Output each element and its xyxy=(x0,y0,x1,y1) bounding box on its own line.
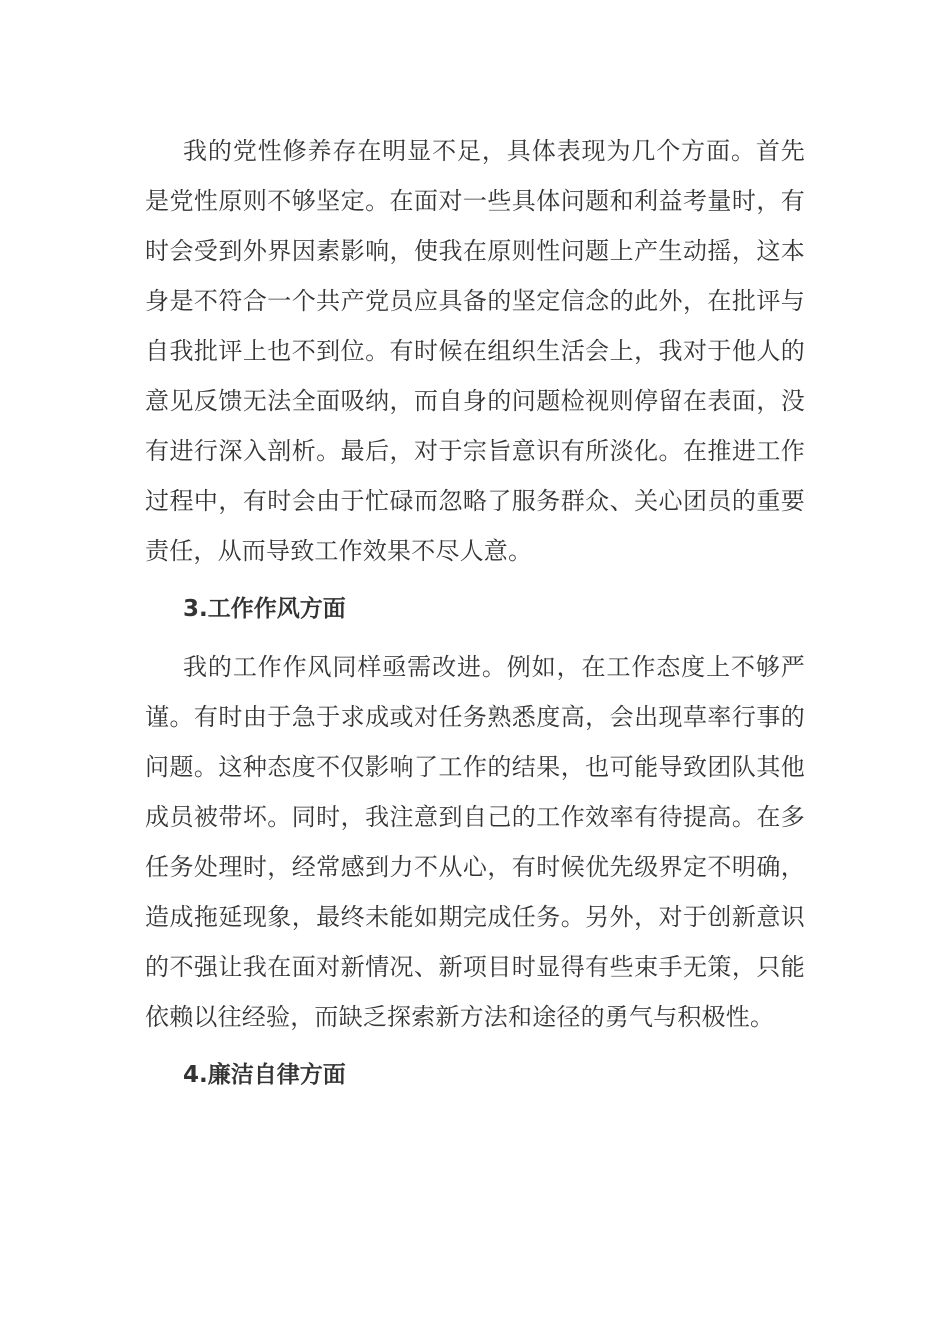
paragraph-work-style: 我的工作作风同样亟需改进。例如，在工作态度上不够严谨。有时由于急于求成或对任务熟悉度高，会出现草率行事的问题。这种态度不仅影响了工作的结果，也可能导致团队其他成员被带坏。同时，我注意到自己的工作效率有待提高。在多任务处理时，经常感到力不从心，有时候优先级界定不明确，造成拖延现象，最终未能如期完成任务。另外，对于创新意识的不强让我在面对新情况、新项目时显得有些束手无策，只能依赖以往经验，而缺乏探索新方法和途径的勇气与积极性。 xyxy=(145,653,805,1031)
section-heading-integrity: 4.廉洁自律方面 xyxy=(183,1062,346,1088)
document-page xyxy=(145,126,805,1100)
section-heading-work-style: 3.工作作风方面 xyxy=(183,596,346,622)
paragraph-party-spirit: 我的党性修养存在明显不足，具体表现为几个方面。首先是党性原则不够坚定。在面对一些具体问题和利益考量时，有时会受到外界因素影响，使我在原则性问题上产生动摇，这本身是不符合一个共产党员应具备的坚定信念的此外，在批评与自我批评上也不到位。有时候在组织生活会上，我对于他人的意见反馈无法全面吸纳，而自身的问题检视则停留在表面，没有进行深入剖析。最后，对于宗旨意识有所淡化。在推进工作过程中，有时会由于忙碌而忽略了服务群众、关心团员的重要责任，从而导致工作效果不尽人意。 xyxy=(145,137,805,565)
